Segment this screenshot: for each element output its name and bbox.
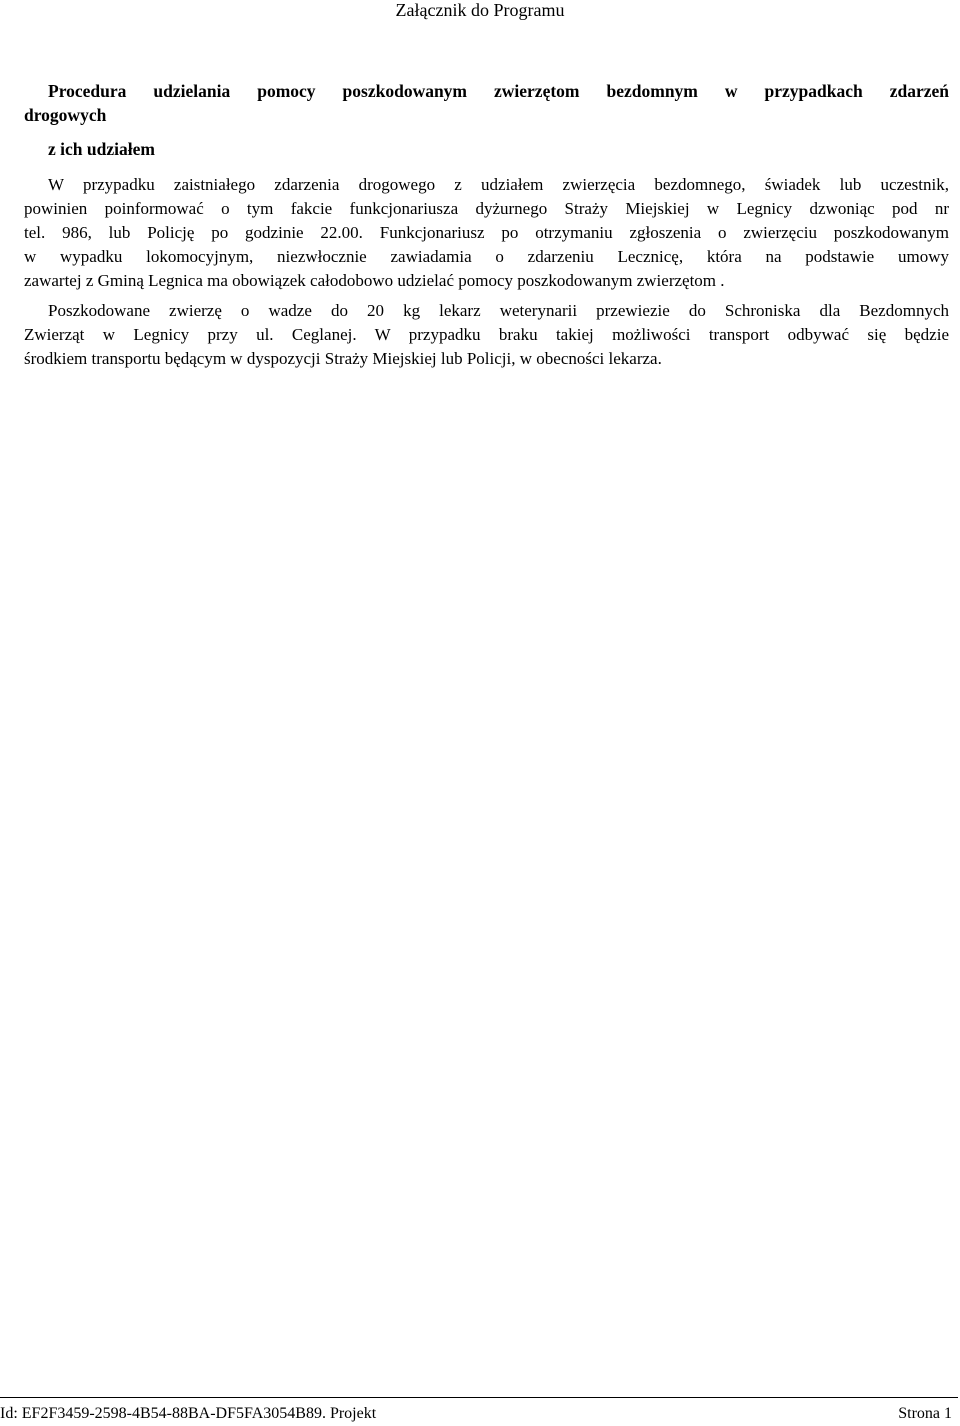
document-title <box>24 79 949 127</box>
footer-document-id: Id: EF2F3459-2598-4B54-88BA-DF5FA3054B89. Projekt <box>0 1405 377 1422</box>
paragraph-line: Poszkodowane zwierzę o wadze do 20 kg lekarz weterynarii przewiezie do Schroniska dla Bezdomnych <box>48 301 949 320</box>
paragraph-transport <box>24 299 949 371</box>
document-title-line-1: Procedura udzielania pomocy poszkodowanym zwierzętom bezdomnym w przypadkach zdarzeń <box>48 81 949 101</box>
document-title-line-2: drogowych <box>24 105 107 125</box>
attachment-header: Załącznik do Programu <box>395 0 565 20</box>
footer-divider <box>0 1397 958 1398</box>
paragraph-line: tel. 986, lub Policję po godzinie 22.00. Funkcjonariusz po otrzymaniu zgłoszenia o zwierzęciu poszkodowanym <box>24 223 949 242</box>
paragraph-line: Zwierząt w Legnicy przy ul. Ceglanej. W przypadku braku takiej możliwości transport odbywać się będzie <box>24 325 949 344</box>
document-subtitle: z ich udziałem <box>48 139 155 159</box>
paragraph-notification <box>24 173 949 293</box>
paragraph-line: środkiem transportu będącym w dyspozycji Straży Miejskiej lub Policji, w obecności lekarza. <box>24 349 662 368</box>
paragraph-line: w wypadku lokomocyjnym, niezwłocznie zawiadamia o zdarzeniu Lecznicę, która na podstawie umowy <box>24 247 949 266</box>
paragraph-line: powinien poinformować o tym fakcie funkcjonariusza dyżurnego Straży Miejskiej w Legnicy dzwoniąc pod nr <box>24 199 949 218</box>
paragraph-line: zawartej z Gminą Legnica ma obowiązek całodobowo udzielać pomocy poszkodowanym zwierzętom . <box>24 271 725 290</box>
paragraph-line: W przypadku zaistniałego zdarzenia drogowego z udziałem zwierzęcia bezdomnego, świadek lub uczestnik, <box>48 175 949 194</box>
footer-page-number: Strona 1 <box>898 1405 952 1422</box>
